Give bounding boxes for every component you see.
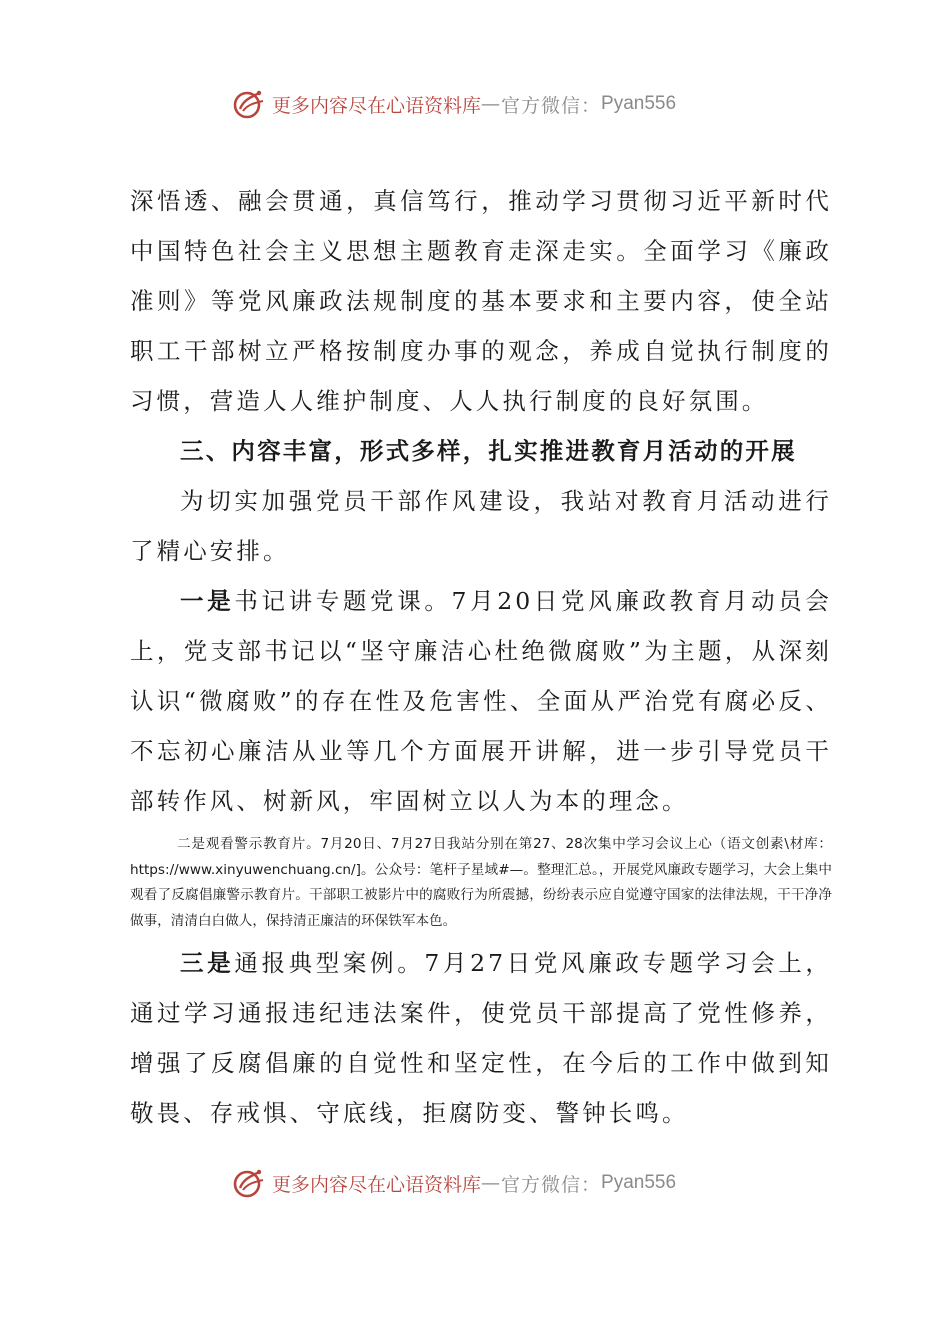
section-heading-3: 三、内容丰富，形式多样，扎实推进教育月活动的开展 [180,437,797,465]
footer-main-text: 更多内容尽在心语资料库 [272,1173,482,1196]
item-2: 二是观看警示教育片。7月20日、7月27日我站分别在第27、28次集中学习会议上心（语文创素\材库：https://www.xinyuwenchuang.cn/]。公众号：笔杆子星域#—。整理汇总。，开展党风廉政专题学习，大会上集中观看了反腐倡廉警示教育片。干部职工被影片中的腐败行为所震撼，纷纷表示应自觉遵守国家的法律法规，干干净净做事，清清白白做人，保持清正廉洁的环保铁军本色。 [130,836,832,929]
footer-dash: — [481,1172,502,1194]
item-3-lead: 三是 [180,949,235,977]
paragraph-2: 为切实加强党员干部作风建设，我站对教育月活动进行了精心安排。 [130,487,832,565]
item-1-text: 书记讲专题党课。7月20日党风廉政教育月动员会上，党支部书记以“坚守廉洁心杜绝微腐败”为主题，从深刻认识“微腐败”的存在性及危害性、全面从严治党有腐必反、不忘初心廉洁从业等几个方面展开讲解，进一步引导党员干部转作风、树新风，牢固树立以人为本的理念。 [130,587,833,815]
footer-banner [232,1163,676,1203]
item-1-lead: 一是 [180,587,235,615]
item-1 [130,576,832,826]
brand-logo-icon [232,87,266,121]
item-3-text: 通报典型案例。7月27日党风廉政专题学习会上，通过学习通报违纪违法案件，使党员干部提高了党性修养，增强了反腐倡廉的自觉性和坚定性，在今后的工作中做到知敬畏、存戒惧、守底线，拒腐防变、警钟长鸣。 [130,949,833,1127]
header-wechat-id: Pyan556 [601,93,677,114]
header-side-text: 官方微信： [501,94,602,117]
footer-wechat-id: Pyan556 [601,1172,677,1193]
header-banner [232,84,676,124]
document-body [130,176,832,1138]
header-main-text: 更多内容尽在心语资料库 [272,94,482,117]
header-dash: — [481,93,502,115]
item-3 [130,938,832,1138]
paragraph-1: 深悟透、融会贯通，真信笃行，推动学习贯彻习近平新时代中国特色社会主义思想主题教育走深走实。全面学习《廉政准则》等党风廉政法规制度的基本要求和主要内容，使全站职工干部树立严格按制度办事的观念，养成自觉执行制度的习惯，营造人人维护制度、人人执行制度的良好氛围。 [130,187,832,415]
brand-logo-icon [232,1166,266,1200]
footer-side-text: 官方微信： [501,1173,602,1196]
